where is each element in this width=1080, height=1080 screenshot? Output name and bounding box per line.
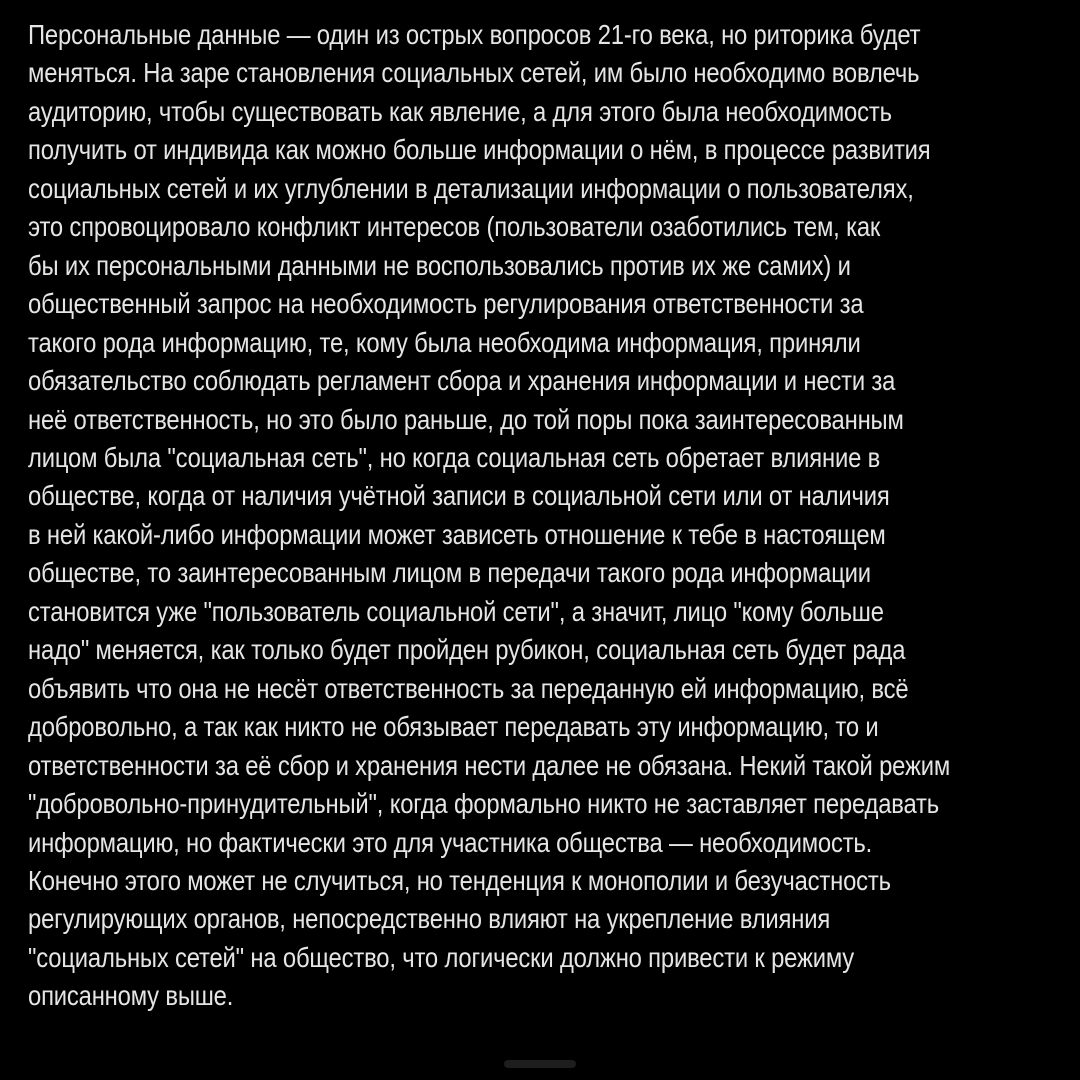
paragraph-line: добровольно, а так как никто не обязывает передавать эту информацию, то и xyxy=(28,711,879,743)
paragraph-line: получить от индивида как можно больше информации о нём, в процессе развития xyxy=(28,134,931,166)
paragraph-line: меняться. На заре становления социальных сетей, им было необходимо вовлечь xyxy=(28,57,920,89)
paragraph-line: общественный запрос на необходимость регулирования ответственности за xyxy=(28,288,864,320)
paragraph-line: "добровольно-принудительный", когда формально никто не заставляет передавать xyxy=(28,788,940,820)
paragraph xyxy=(28,16,950,1016)
paragraph-line: регулирующих органов, непосредственно влияют на укрепление влияния xyxy=(28,903,831,935)
paragraph-line: Персональные данные — один из острых вопросов 21-го века, но риторика будет xyxy=(28,19,921,50)
paragraph-line: бы их персональными данными не воспользовались против их же самих) и xyxy=(28,249,851,281)
paragraph-line: неё ответственность, но это было раньше, до той поры пока заинтересованным xyxy=(28,403,904,435)
paragraph-line: обществе, когда от наличия учётной записи в социальной сети или от наличия xyxy=(28,480,890,512)
paragraph-line: описанному выше. xyxy=(28,980,234,1012)
paragraph-line: социальных сетей и их углублении в детализации информации о пользователях, xyxy=(28,172,914,204)
paragraph-line: аудиторию, чтобы существовать как явление, а для этого была необходимость xyxy=(28,95,892,127)
paragraph-line: обязательство соблюдать регламент сбора и хранения информации и нести за xyxy=(28,365,896,397)
paragraph-line: информацию, но фактически это для участника общества — необходимость. xyxy=(28,826,873,858)
paragraph-line: надо" меняется, как только будет пройден рубикон, социальная сеть будет рада xyxy=(28,634,906,666)
paragraph-line: Конечно этого может не случиться, но тенденция к монополии и безучастность xyxy=(28,864,891,896)
paragraph-line: ответственности за её сбор и хранения нести далее не обязана. Некий такой режим xyxy=(28,749,951,781)
home-indicator-bar xyxy=(504,1060,576,1068)
paragraph-line: "социальных сетей" на общество, что логически должно привести к режиму xyxy=(28,941,855,973)
paragraph-line: обществе, то заинтересованным лицом в передачи такого рода информации xyxy=(28,557,871,589)
paragraph-line: лицом была "социальная сеть", но когда социальная сеть обретает влияние в xyxy=(28,441,881,473)
paragraph-line: такого рода информацию, те, кому была необходима информация, приняли xyxy=(28,326,861,358)
paragraph-line: становится уже "пользователь социальной сети", а значит, лицо "кому больше xyxy=(28,595,884,627)
paragraph-line: объявить что она не несёт ответственность за переданную ей информацию, всё xyxy=(28,672,909,704)
paragraph-line: это спровоцировало конфликт интересов (пользователи озаботились тем, как xyxy=(28,211,881,243)
paragraph-line: в ней какой-либо информации может зависеть отношение к тебе в настоящем xyxy=(28,518,886,550)
